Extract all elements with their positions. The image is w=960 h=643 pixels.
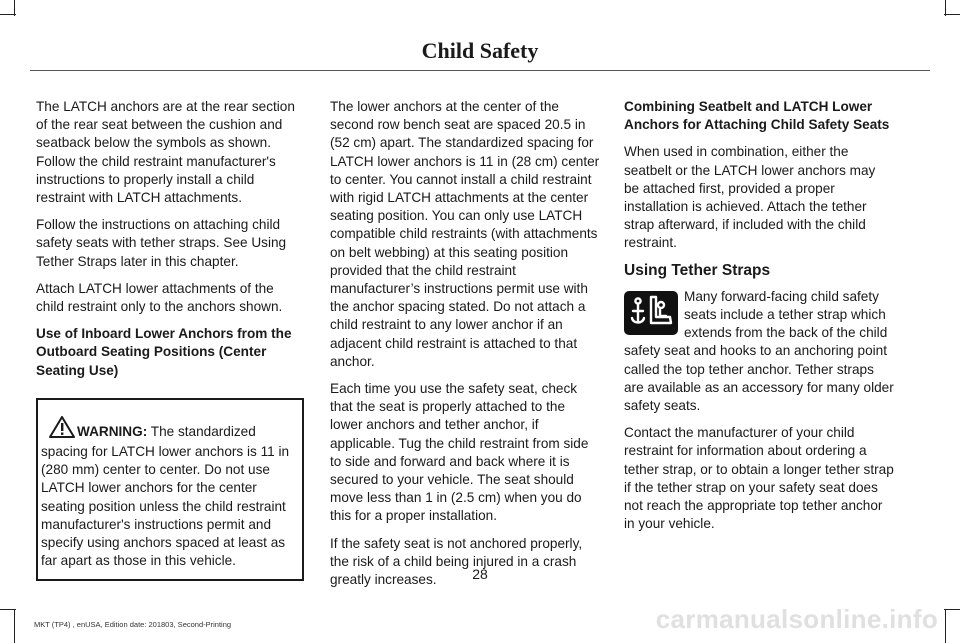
column-left [36, 98, 304, 581]
crop-mark [945, 609, 946, 643]
crop-mark [944, 14, 960, 15]
crop-mark [14, 609, 15, 643]
paragraph: Attach LATCH lower attachments of the child restraint only to the anchors shown. [36, 280, 283, 315]
header-divider [30, 70, 930, 71]
watermark: carmanualsonline.info [655, 604, 938, 634]
crop-mark [0, 14, 16, 15]
paragraph: The LATCH anchors are at the rear section of the rear seat between the cushion and seatback below the symbols as shown. Follow the child restraint manufacturer's instructions to properly install a child restraint with LATCH attachments. [36, 99, 295, 206]
paragraph: Many forward-facing child safety seats include a tether strap which extends from the back of the child safety seat and hooks to an anchoring point called the top tether anchor. Tether straps are available as an accessory for many older safety seats. [624, 288, 894, 414]
footer-edition: MKT (TP4) , enUSA, Edition date: 201803, Second-Printing [34, 620, 232, 629]
warning-label: WARNING: [77, 423, 148, 439]
paragraph: When used in combination, either the seatbelt or the LATCH lower anchors may be attached first, provided a proper installation is achieved. Attach the tether strap afterward, if included with the child restraint. [624, 144, 876, 251]
column-middle [330, 98, 600, 598]
page-title: Child Safety [421, 38, 539, 63]
warning-text: The standardized spacing for LATCH lower anchors is 11 in (280 mm) center to center. Do not use LATCH lower anchors for the center seating position unless the child restraint manufacturer's instructions permit and specify using anchors spaced at least as far apart as those in this vehicle. [41, 423, 290, 569]
subheading: Use of Inboard Lower Anchors from the Outboard Seating Positions (Center Seating Use) [36, 326, 292, 378]
warning-triangle-icon [49, 416, 75, 443]
paragraph: The lower anchors at the center of the second row bench seat are spaced 20.5 in (52 cm) apart. The standardized spacing for LATCH lower anchors is 11 in (28 cm) center to center. You cannot install a child restraint with rigid LATCH attachments at the center seating position. You can only use LATCH compatible child restraints (with attachments on belt webbing) at this seating position provided that the child restraint manufacturer’s instructions permit use with the anchor spacing stated. Do not attach a child restraint to any lower anchor if an adjacent child restraint is attached to that anchor. [330, 99, 600, 369]
paragraph: If the safety seat is not anchored properly, the risk of a child being injured in a crash greatly increases. [330, 535, 583, 588]
paragraph: Each time you use the safety seat, check that the seat is properly attached to the lower anchors and tether anchor, if applicable. Tug the child restraint from side to side and forward and back where it is secured to your vehicle. The seat should move less than 1 in (2.5 cm) when you do this for a proper installation. [330, 381, 589, 524]
column-right [624, 98, 894, 542]
warning-box [36, 398, 304, 582]
child-seat-tether-icon [624, 291, 678, 335]
crop-mark [944, 609, 960, 610]
page-number: 28 [472, 566, 488, 582]
paragraph: Contact the manufacturer of your child restraint for information about ordering a tether strap, or to obtain a longer tether strap if the tether strap on your safety seat does not reach the appropriate top tether anchor in your vehicle. [624, 425, 894, 532]
paragraph: Follow the instructions on attaching child safety seats with tether straps. See Using Tether Straps later in this chapter. [36, 217, 287, 269]
section-heading: Using Tether Straps [624, 261, 771, 279]
subheading: Combining Seatbelt and LATCH Lower Anchors for Attaching Child Safety Seats [624, 99, 890, 133]
crop-mark [0, 609, 16, 610]
